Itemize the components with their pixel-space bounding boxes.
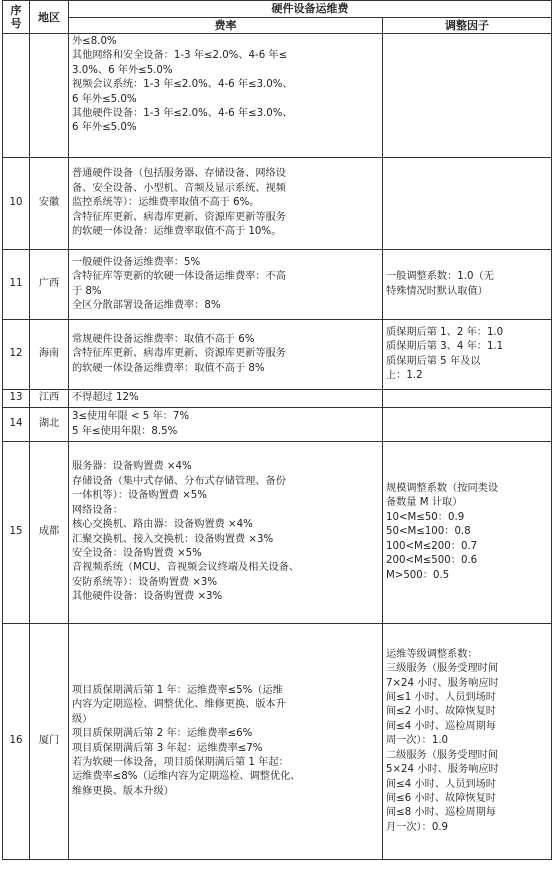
row-factor (383, 390, 552, 408)
row-region: 安徽 (30, 158, 69, 250)
header-rate: 费率 (69, 17, 383, 34)
header-region: 地区 (30, 1, 69, 34)
table-row (3, 408, 552, 442)
row-factor: 规模调整系数（按同类设 备数量 M 计取） 10<M≤50：0.9 50<M≤100：0.8 100<M≤200：0.7 200<M≤500：0.6 M>500：0.5 (383, 442, 552, 624)
row-rate: 一般硬件设备运维费率：5% 含特征库等更新的软硬一体设备运维费率：不高 于 8% 全区分散部署设备运维费率：8% (69, 250, 383, 320)
row-index: 14 (3, 408, 30, 442)
row-factor: 运维等级调整系数： 三级服务（服务受理时间 7×24 小时、服务响应时 间≤1 小时、人员到场时 间≤2 小时、故障恢复时 间≤4 小时、巡检周期每 周一次）：1.0 二级服务（服务受理时间 5×24 小时、服务响应时 间≤4 小时、人员到场时 间≤6 小时、故障恢复时 间≤8 小时、巡检周期每 月一次）：0.9 (383, 624, 552, 860)
row-rate: 服务器：设备购置费 ×4% 存储设备（集中式存储、分布式存储管理、备份 一体机等）：设备购置费 ×5% 网络设备： 核心交换机、路由器：设备购置费 ×4% 汇聚交换机、接入交换机：设备购置费 ×3% 安全设备：设备购置费 ×5% 音视频系统（MCU、音视频会议终端及相关设备、 安防系统等）：设备购置费 ×3% 其他硬件设备：设备购置费 ×3% (69, 442, 383, 624)
table-row (3, 320, 552, 390)
row-region: 江西 (30, 390, 69, 408)
row-factor: 一般调整系数：1.0（无 特殊情况时默认取值） (383, 250, 552, 320)
table-row (3, 250, 552, 320)
row-factor (383, 34, 552, 158)
row-index: 13 (3, 390, 30, 408)
row-region (30, 34, 69, 158)
row-region: 广西 (30, 250, 69, 320)
row-rate: 常规硬件设备运维费率：取值不高于 6% 含特征库更新、病毒库更新、资源库更新等服务 的软硬一体设备运维费率：取值不高于 8% (69, 320, 383, 390)
row-factor (383, 158, 552, 250)
header-factor: 调整因子 (383, 17, 552, 34)
header-main: 硬件设备运维费 (69, 1, 552, 18)
row-index: 10 (3, 158, 30, 250)
maintenance-fee-table (2, 0, 552, 860)
header-index: 序 号 (3, 1, 30, 34)
table-row (3, 442, 552, 624)
row-factor: 质保期后第 1、2 年：1.0 质保期后第 3、4 年：1.1 质保期后第 5 年及以 上：1.2 (383, 320, 552, 390)
table-row (3, 34, 552, 158)
header-row-2 (3, 17, 552, 34)
row-rate: 不得超过 12% (69, 390, 383, 408)
header-row-1 (3, 1, 552, 18)
row-index (3, 34, 30, 158)
row-rate: 外≤8.0% 其他网络和安全设备：1-3 年≤2.0%、4-6 年≤ 3.0%、6 年外≤5.0% 视频会议系统：1-3 年≤2.0%、4-6 年≤3.0%、 6 年外≤5.0% 其他硬件设备：1-3 年≤2.0%、4-6 年≤3.0%、 6 年外≤5.0% (69, 34, 383, 158)
row-index: 16 (3, 624, 30, 860)
row-region: 厦门 (30, 624, 69, 860)
table-row (3, 158, 552, 250)
row-index: 12 (3, 320, 30, 390)
row-region: 湖北 (30, 408, 69, 442)
row-rate: 普通硬件设备（包括服务器、存储设备、网络设 备、安全设备、小型机、音频及显示系统、视频 监控系统等）：运维费率取值不高于 6%。 含特征库更新、病毒库更新、资源库更新等服务 的软硬一体设备：运维费率取值不高于 10%。 (69, 158, 383, 250)
row-index: 11 (3, 250, 30, 320)
table-row (3, 624, 552, 860)
row-region: 成都 (30, 442, 69, 624)
row-factor (383, 408, 552, 442)
row-region: 海南 (30, 320, 69, 390)
row-rate: 项目质保期满后第 1 年：运维费率≤5%（运维 内容为定期巡检、调整优化、维修更换、版本升 级） 项目质保期满后第 2 年：运维费率≤6% 项目质保期满后第 3 年起：运维费率≤7% 若为软硬一体设备，项目质保期满后第 1 年起： 运维费率≤8%（运维内容为定期巡检、调整优化、 维修更换、版本升级） (69, 624, 383, 860)
table-row (3, 390, 552, 408)
row-index: 15 (3, 442, 30, 624)
row-rate: 3≤使用年限 < 5 年：7% 5 年≤使用年限：8.5% (69, 408, 383, 442)
